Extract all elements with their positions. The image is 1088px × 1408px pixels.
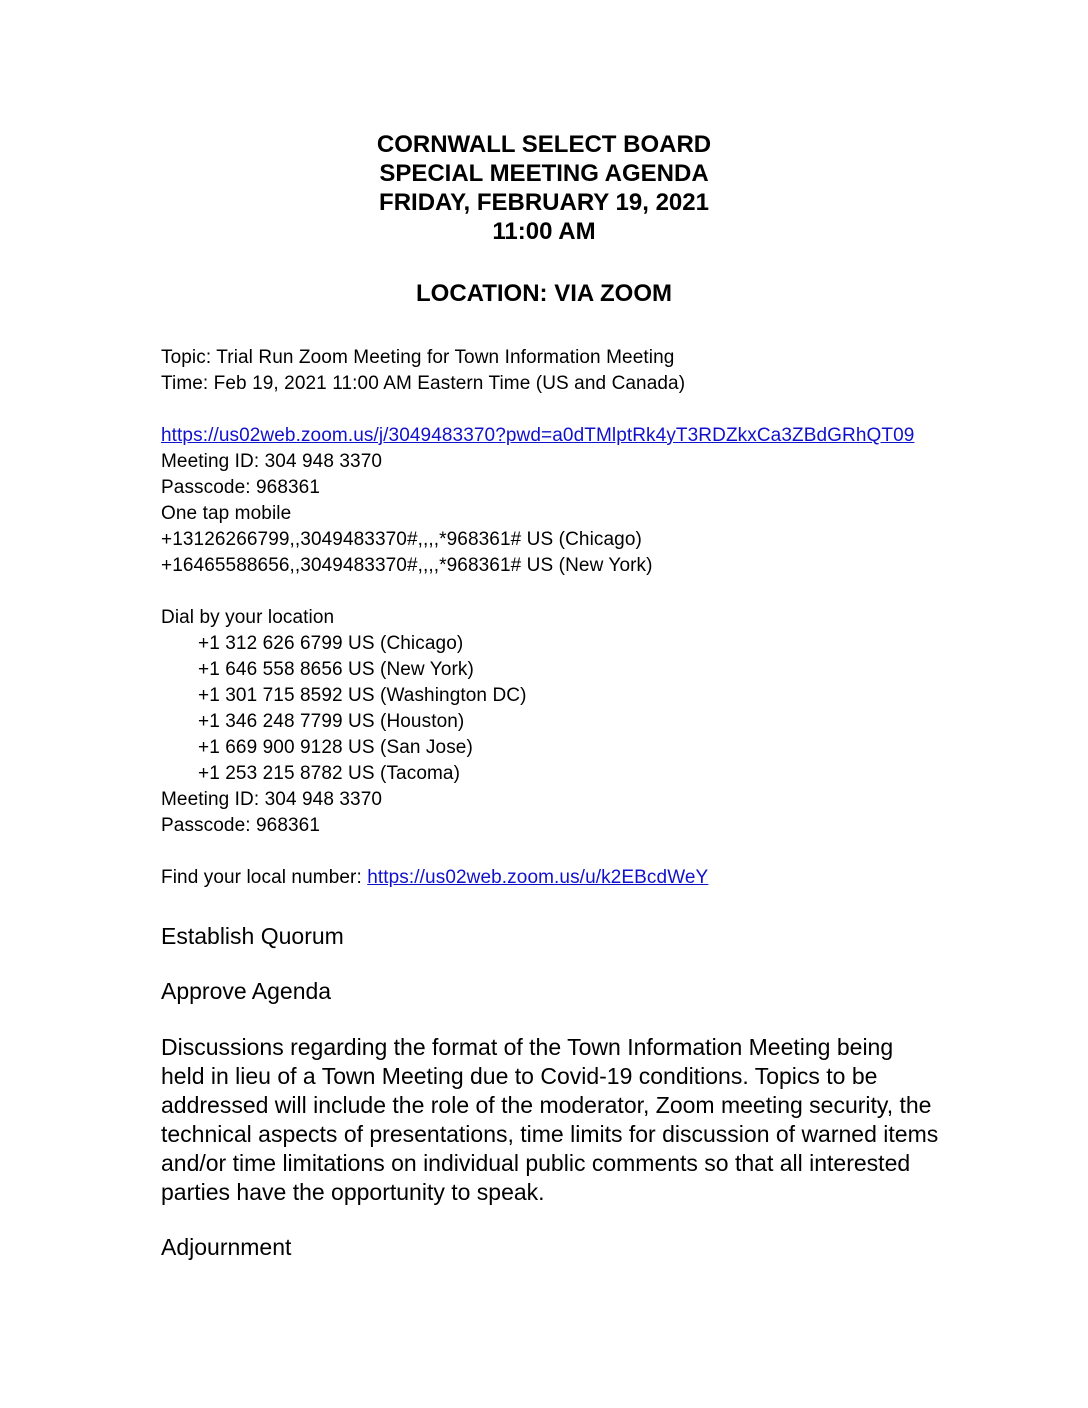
title-line-board: CORNWALL SELECT BOARD	[376, 131, 712, 158]
dial-number-newyork: +1 646 558 8656 US (New York)	[198, 659, 474, 680]
spacer	[161, 839, 1088, 865]
spacer	[161, 579, 1088, 605]
topic-line: Topic: Trial Run Zoom Meeting for Town Information Meeting	[161, 347, 675, 368]
agenda-item-approve-agenda: Approve Agenda	[161, 978, 332, 1004]
agenda-body	[161, 922, 1088, 1262]
find-local-number-line	[161, 865, 1088, 891]
discussion-paragraph: Discussions regarding the format of the Town Information Meeting being held in lieu of a Town Meeting due to Covid-19 conditions. Topics to be addressed will include the role of the moderator, Zoom meeting security, the technical aspects of presentations, time limits for discussion of warned items and/or time limitations on individual public comments so that all interested parties have the opportunity to speak.	[161, 1034, 939, 1205]
dial-number-washingtondc: +1 301 715 8592 US (Washington DC)	[198, 685, 527, 706]
dial-number-tacoma: +1 253 215 8782 US (Tacoma)	[198, 763, 461, 784]
title-line-time: 11:00 AM	[492, 218, 596, 245]
dial-number-chicago: +1 312 626 6799 US (Chicago)	[198, 633, 464, 654]
title-line-agenda: SPECIAL MEETING AGENDA	[379, 160, 709, 187]
one-tap-number-newyork: +16465588656,,3049483370#,,,,*968361# US (New York)	[161, 555, 653, 576]
zoom-join-link[interactable]: https://us02web.zoom.us/j/3049483370?pwd=a0dTMlptRk4yT3RDZkxCa3ZBdGRhQT09	[161, 425, 915, 446]
passcode-line-repeat: Passcode: 968361	[161, 815, 320, 836]
location-heading: LOCATION: VIA ZOOM	[416, 280, 672, 307]
time-line: Time: Feb 19, 2021 11:00 AM Eastern Time (US and Canada)	[161, 373, 686, 394]
dial-number-sanjose: +1 669 900 9128 US (San Jose)	[198, 737, 473, 758]
dial-by-location-label: Dial by your location	[161, 607, 335, 628]
one-tap-label: One tap mobile	[161, 503, 292, 524]
agenda-item-establish-quorum: Establish Quorum	[161, 923, 344, 949]
join-url-line	[161, 423, 1088, 449]
zoom-info-block	[161, 345, 1088, 891]
dial-number-houston: +1 346 248 7799 US (Houston)	[198, 711, 465, 732]
agenda-item-adjournment: Adjournment	[161, 1234, 292, 1260]
one-tap-number-chicago: +13126266799,,3049483370#,,,,*968361# US (Chicago)	[161, 529, 642, 550]
meeting-id-line-repeat: Meeting ID: 304 948 3370	[161, 789, 383, 810]
meeting-id-line: Meeting ID: 304 948 3370	[161, 451, 383, 472]
find-local-number-link[interactable]: https://us02web.zoom.us/u/k2EBcdWeY	[367, 867, 709, 888]
spacer	[161, 397, 1088, 423]
document-title	[0, 0, 1088, 246]
passcode-line: Passcode: 968361	[161, 477, 320, 498]
find-local-number-label: Find your local number:	[161, 867, 368, 888]
title-line-date: FRIDAY, FEBRUARY 19, 2021	[379, 189, 709, 216]
